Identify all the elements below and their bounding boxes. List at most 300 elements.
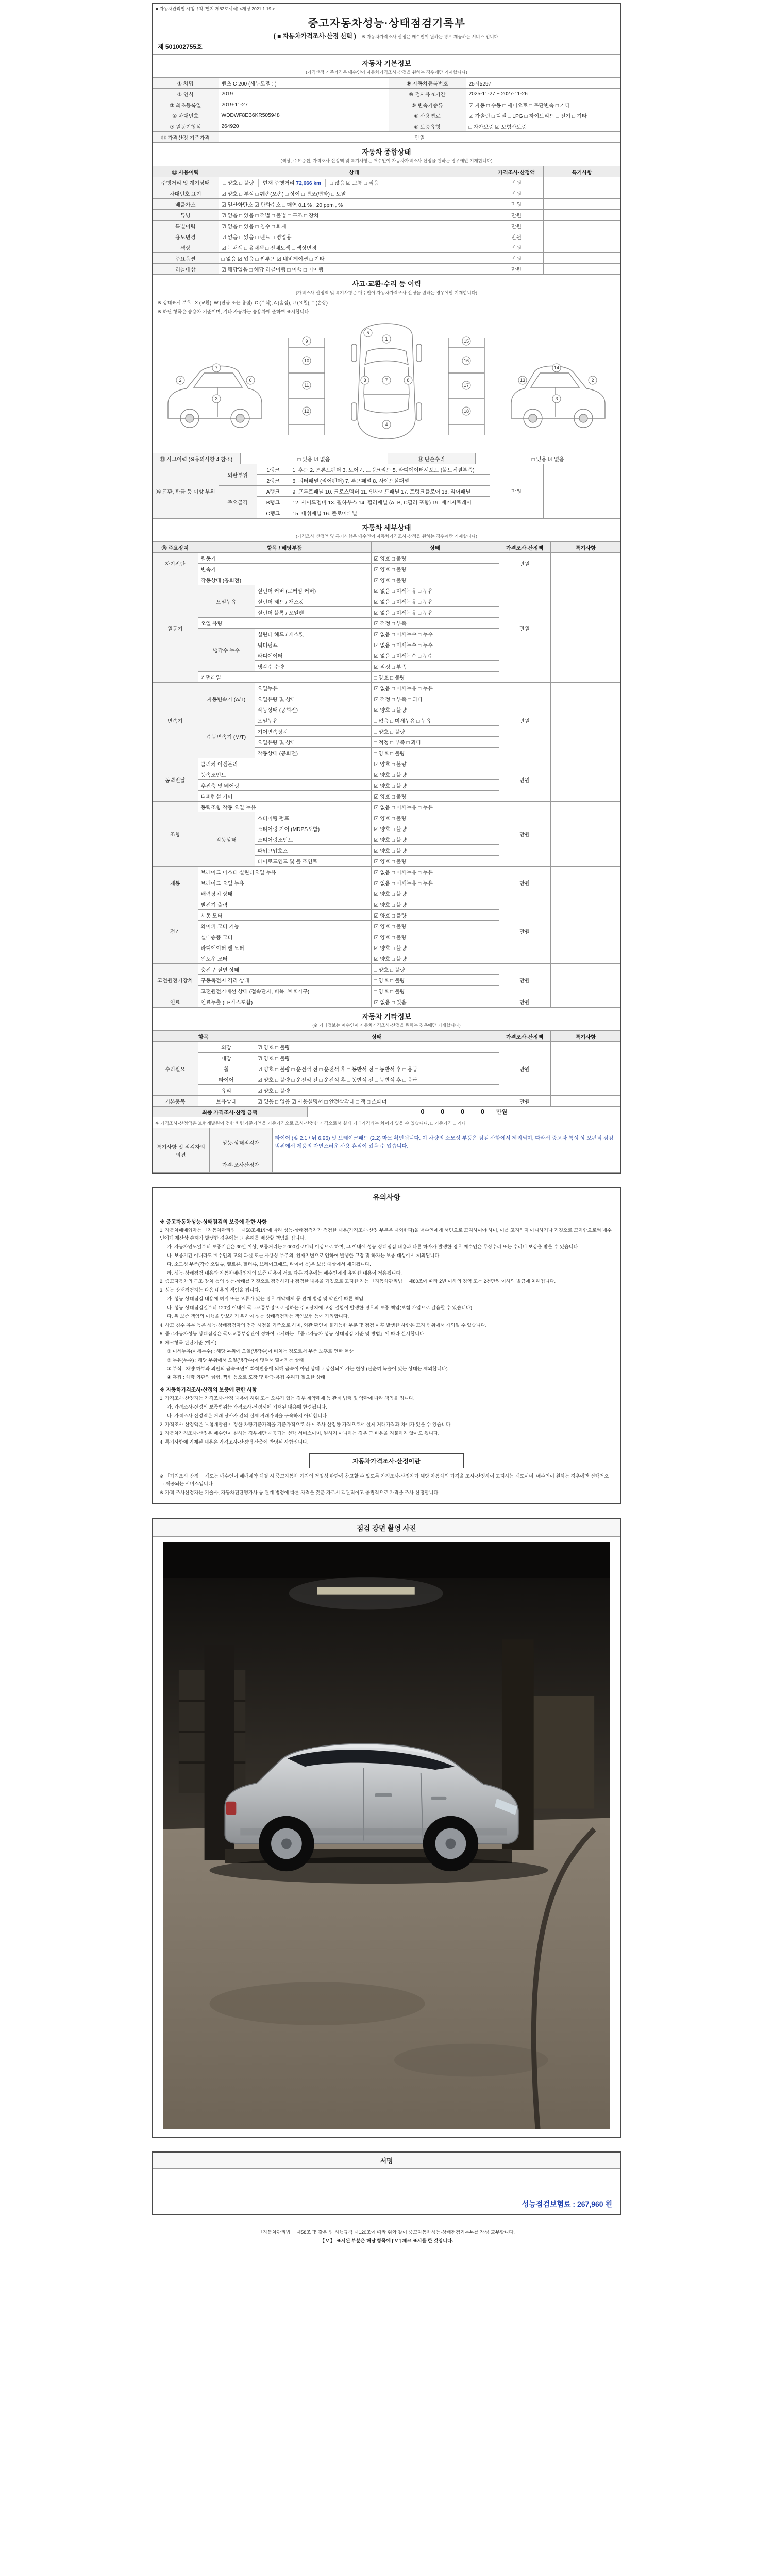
cell-state: ☑ 없음 □ 미세누유 □ 누유 — [371, 802, 499, 812]
cell-item: 충전구 절연 상태 — [198, 964, 371, 975]
cell-label: 주요골격 — [219, 486, 257, 518]
svg-text:17: 17 — [463, 383, 469, 388]
cell-price: 만원 — [490, 188, 543, 199]
cell-state: ☑ 양호 □ 불량 — [371, 834, 499, 845]
cell-item: 발전기 출력 — [198, 899, 371, 910]
device-label: 고전원전기장치 — [153, 964, 198, 996]
record-page — [152, 3, 621, 2558]
cell-item: 작동상태 (공회전) — [255, 704, 371, 715]
diagram-numbers-rear-frame — [462, 337, 470, 415]
mileage-state — [219, 179, 490, 187]
cell-rank-items: 12. 사이드멤버 13. 휠하우스 14. 필러패널 (A, B, C필러 포함) 19. 패키지트레이 — [290, 497, 490, 507]
svg-text:15: 15 — [463, 338, 469, 344]
cell-price: 만원 — [490, 210, 543, 221]
cell-note — [550, 553, 620, 574]
cell-price: 만원 — [499, 867, 550, 899]
cell-item: 오일유량 및 상태 — [255, 693, 371, 704]
cell-item: 오일누유 — [255, 715, 371, 726]
table-row — [153, 1096, 620, 1107]
accident-title: 사고·교환·수리 등 이력 — [153, 275, 620, 290]
taillight — [226, 1802, 236, 1815]
cell-state: ☑ 양호 □ 불량 — [371, 942, 499, 953]
cell-value: 2019 — [219, 89, 389, 99]
cell-item: 실린더 블록 / 오일팬 — [255, 607, 371, 618]
cell-item: 구동축전지 격리 상태 — [198, 975, 371, 986]
cell-checkboxes: ☑ 해당없음 □ 해당 리콜이행 □ 이행 □ 미이행 — [219, 264, 490, 275]
final-price-table — [153, 1106, 620, 1128]
svg-text:1: 1 — [385, 336, 388, 342]
cell-state: ☑ 양호 □ 불량 — [371, 704, 499, 715]
cell-rank-items: 15. 대쉬패널 16. 플로어패널 — [290, 507, 490, 518]
garage-ceiling — [163, 1543, 610, 1579]
insurance-fee-label: 성능점검보험료 : — [522, 2200, 576, 2209]
cell-item: 등속조인트 — [198, 769, 371, 780]
table-row — [153, 210, 620, 221]
diagram-numbers-left — [176, 364, 255, 403]
other-info-table — [153, 1030, 620, 1107]
appraiser-comment — [272, 1157, 620, 1173]
cell-checkboxes: ☑ 가솔린 □ 디젤 □ LPG □ 하이브리드 □ 전기 □ 기타 — [466, 110, 620, 121]
table-row — [153, 758, 620, 769]
cell-checkboxes: ☑ 없음 □ 있음 □ 렌트 □ 영업용 — [219, 231, 490, 242]
cell-state: ☑ 양호 □ 불량 — [371, 910, 499, 921]
table-row — [153, 110, 620, 121]
cell-item: 오일누유 — [255, 683, 371, 693]
cell-rank-items: 6. 쿼터패널 (리어펜더) 7. 루프패널 8. 사이드실패널 — [290, 475, 490, 486]
rear-hub — [281, 1839, 292, 1849]
cell-price: 만원 — [499, 802, 550, 867]
cell-item: 내장 — [198, 1053, 255, 1063]
cell-item: 커먼레일 — [198, 672, 371, 683]
cell-price: 만원 — [499, 553, 550, 574]
detail-title: 자동차 세부상태 — [153, 518, 620, 533]
cell-state: ☑ 없음 □ 미세누유 □ 누유 — [371, 607, 499, 618]
col-header-price: 가격조사·산정액 — [490, 166, 543, 177]
table-header-row — [153, 166, 620, 177]
diagram-numbers-front-frame — [303, 337, 311, 415]
cell-state: ☑ 양호 □ 불량 — [371, 564, 499, 574]
col-header-note: 특기사항 — [550, 542, 620, 553]
cell-label: 차대번호 표기 — [153, 188, 219, 199]
subgroup-label: 수동변속기 (M/T) — [198, 715, 255, 758]
svg-text:3: 3 — [363, 378, 366, 383]
svg-text:7: 7 — [215, 365, 218, 370]
table-row — [153, 574, 620, 585]
table-row — [153, 132, 620, 143]
cell-state: □ 없음 □ 미세누유 □ 누유 — [371, 715, 499, 726]
cell-price: 만원 — [499, 1042, 550, 1096]
cell-state: ☑ 적정 □ 부족 — [371, 618, 499, 629]
cell-state: ☑ 양호 □ 불량 — [371, 791, 499, 802]
mileage-current-label: 현재 주행거리 — [262, 180, 295, 187]
cell-price: 만원 — [499, 574, 550, 683]
cell-item: 냉각수 수량 — [255, 661, 371, 672]
cell-note — [550, 758, 620, 802]
table-row — [153, 453, 620, 464]
cell-price: 만원 — [490, 264, 543, 275]
table-row — [153, 1042, 620, 1053]
detail-note: (가격조사·산정액 및 특기사항은 매수인이 자동차가격조사·산정을 원하는 경우에만 기재합니다) — [296, 534, 477, 539]
notice-line: 나. 성능·상태점검일부터 120일 이내에 국토교통부령으로 정하는 주요장치에 고장·결함이 발생한 경우의 보증 책임(보험 가입으로 갈음할 수 있습니다) — [167, 1305, 473, 1311]
door-handle — [375, 1793, 392, 1797]
cell-state: ☑ 양호 □ 불량 — [371, 899, 499, 910]
col-header-item: 항목 — [153, 1031, 255, 1042]
col-header-device: ⑯ 주요장치 — [153, 542, 198, 553]
device-label: 전기 — [153, 899, 198, 964]
svg-text:2: 2 — [591, 378, 594, 383]
cell-state: □ 양호 □ 불량 — [371, 672, 499, 683]
cell-checkboxes: ☑ 없음 □ 있음 □ 침수 □ 화재 — [219, 221, 490, 231]
subgroup-label: 작동상태 — [198, 812, 255, 867]
light-glow — [289, 1577, 443, 1610]
device-label: 동력전달 — [153, 758, 198, 802]
cell-state: ☑ 양호 □ 불량 — [371, 780, 499, 791]
document-number: 제 501002755호 — [158, 43, 203, 50]
notices-title: 유의사항 — [153, 1188, 620, 1206]
table-row — [153, 683, 620, 693]
cell-label: ⑭ 단순수리 — [388, 453, 475, 464]
car-diagram-svg — [160, 317, 613, 447]
signature-title: 서명 — [153, 2153, 620, 2169]
notices-body — [153, 1209, 620, 1503]
cell-note — [543, 177, 620, 188]
cell-item: 워터펌프 — [255, 639, 371, 650]
notice-line: 5. 중고자동차성능·상태점검은 국토교통부장관이 정하여 고시하는 「중고자동차 성능·상태점검 기준 및 방법」에 따라 실시합니다. — [160, 1331, 426, 1336]
cell-note — [550, 1096, 620, 1107]
basic-info-title: 자동차 기본정보 — [153, 54, 620, 69]
notice-line: 3. 자동차가격조사·산정은 매수인이 원하는 경우에만 제공되는 선택 서비스이며, 원하지 아니하는 경우 그 비용을 지불하지 않아도 됩니다. — [160, 1430, 440, 1436]
accident-note: (가격조사·산정액 및 특기사항은 매수인이 자동차가격조사·산정을 원하는 경우에만 기재합니다) — [296, 290, 477, 295]
final-unit: 만원 — [496, 1109, 508, 1115]
final-price-note: ※ 가격조사·산정액은 보험개발원이 정한 차량기준가액을 기준가격으로 조사·산정한 가격으로서 실제 거래가격과는 차이가 있을 수 있습니다. □ 기준가격 □ 기타 — [153, 1117, 620, 1128]
svg-text:6: 6 — [249, 378, 252, 383]
cell-item: 배력장치 상태 — [198, 888, 371, 899]
cell-rank: B랭크 — [257, 497, 290, 507]
table-row — [153, 899, 620, 910]
cell-label: ④ 차대번호 — [153, 110, 219, 121]
cell-label: ③ 최초등록일 — [153, 99, 219, 110]
cell-state: □ 양호 □ 불량 — [371, 964, 499, 975]
overall-table — [153, 166, 620, 275]
notice-line: ② 누유(누수) : 해당 부위에서 오일(냉각수)이 맺혀서 떨어지는 상태 — [167, 1357, 304, 1363]
col-header-note: 특기사항 — [543, 166, 620, 177]
table-row — [153, 78, 620, 89]
cell-value: 2025-11-27 ~ 2027-11-26 — [466, 89, 620, 99]
cell-state: ☑ 양호 □ 불량 — [255, 1085, 499, 1096]
cell-state: ☑ 없음 □ 미세누유 □ 누유 — [371, 877, 499, 888]
mileage-good-bad: □ 양호 □ 불량 — [223, 180, 254, 187]
cell-item: 스티어링 펌프 — [255, 812, 371, 823]
subgroup-label: 냉각수 누수 — [198, 629, 255, 672]
cell-label: 특별이력 — [153, 221, 219, 231]
inspection-photo-image — [163, 1542, 610, 2129]
cell-note — [550, 996, 620, 1007]
inspector-comment: 타이어 (앞 2.1 / 뒤 6.96) 및 브레이크패드 (2.2) 마모 확인됩니다. 이 차량의 소모성 부품은 점검 사항에서 제외되며, 따라서 중고차 특성 상 보편적 점검 범위에서 제품의 자연스러운 사용 흔적이 있을 수 있습니다. — [272, 1128, 620, 1157]
cell-state: ☑ 있음 □ 없음 ☑ 사용설명서 □ 안전삼각대 □ 잭 □ 스패너 — [255, 1096, 499, 1107]
cell-value: WDDWF8EB6KR505948 — [219, 110, 389, 121]
cell-price: 만원 — [499, 996, 550, 1007]
mileage-row — [153, 177, 620, 188]
overall-note: (색상, 주요옵션, 가격조사·산정액 및 특기사항은 매수인이 자동차가격조사·산정을 원하는 경우에만 기재합니다) — [280, 158, 493, 163]
cell-item: 기어변속장치 — [255, 726, 371, 737]
subgroup-label: 오일누유 — [198, 585, 255, 618]
cell-checkboxes: □ 없음 ☑ 있음 □ 썬루프 ☑ 네비게이션 □ 기타 — [219, 253, 490, 264]
table-row — [153, 199, 620, 210]
cell-item: 휠 — [198, 1063, 255, 1074]
cell-label: 용도변경 — [153, 231, 219, 242]
cell-item: 작동상태 (공회전) — [198, 574, 371, 585]
cell-value: 2019-11-27 — [219, 99, 389, 110]
notice-line: ① 미세누유(미세누수) : 해당 부위에 오일(냉각수)이 비치는 정도로서 부품 노후로 인한 현상 — [167, 1348, 354, 1354]
cell-item: 오일 유량 — [198, 618, 371, 629]
device-label: 제동 — [153, 867, 198, 899]
table-header-row — [153, 542, 620, 553]
cell-state: □ 양호 □ 불량 — [371, 726, 499, 737]
overall-title: 자동차 종합상태 — [153, 143, 620, 158]
cell-state: ☑ 없음 □ 미세누수 □ 누수 — [371, 629, 499, 639]
cell-state: ☑ 없음 □ 있음 — [371, 996, 499, 1007]
accident-history-table — [153, 453, 620, 464]
cell-item: 브레이크 오일 누유 — [198, 877, 371, 888]
cell-item: 원동기 — [198, 553, 371, 564]
cell-value: 만원 — [219, 132, 620, 143]
signature-sheet — [152, 2151, 621, 2215]
photo-sheet — [152, 1518, 621, 2138]
cell-checkboxes: ☑ 무채색 □ 유채색 □ 전체도색 □ 색상변경 — [219, 242, 490, 253]
cell-label: 외판부위 — [219, 464, 257, 486]
svg-text:11: 11 — [304, 383, 309, 388]
notices-sheet — [152, 1187, 621, 1504]
cell-note — [550, 574, 620, 683]
cell-note — [543, 199, 620, 210]
cell-rank-items: 1. 후드 2. 프론트펜더 3. 도어 4. 트렁크리드 5. 라디에이터서포트 (볼트체결부품) — [290, 464, 490, 475]
inspector-role-label: 성능·상태점검자 — [209, 1128, 272, 1157]
cell-value: 벤츠 C 200 (세부모델 : ) — [219, 78, 389, 89]
mileage-current — [258, 179, 326, 187]
signature-body — [153, 2169, 620, 2214]
cell-item: 시동 모터 — [198, 910, 371, 921]
subgroup-label: 자동변속기 (A/T) — [198, 683, 255, 715]
cell-price: 만원 — [490, 464, 543, 518]
device-label: 조향 — [153, 802, 198, 867]
notice-line: 4. 사고·침수 유무 등은 성능·상태점검자의 점검 시점을 기준으로 하며, 외관 확인이 불가능한 부분 및 점검 이후 발생한 사항은 고지 범위에서 제외될 수 있습니다. — [160, 1322, 487, 1328]
cell-state: ☑ 양호 □ 불량 — [371, 823, 499, 834]
cell-note — [550, 964, 620, 996]
cell-note — [543, 231, 620, 242]
other-info-title: 자동차 기타정보 — [153, 1007, 620, 1022]
table-row — [153, 242, 620, 253]
cell-item: 실린더 헤드 / 개스킷 — [255, 629, 371, 639]
svg-text:14: 14 — [553, 365, 560, 370]
cell-item: 스티어링 기어 (MDPS포함) — [255, 823, 371, 834]
cell-state: ☑ 없음 □ 미세누수 □ 누수 — [371, 639, 499, 650]
car-shadow — [210, 1857, 548, 1884]
cell-item: 고전원전기배선 상태 (접속단자, 피복, 보호기구) — [198, 986, 371, 996]
cell-item: 파워고압호스 — [255, 845, 371, 856]
basic-info-table — [153, 77, 620, 143]
page-footer — [152, 2229, 621, 2245]
cell-item: 유리 — [198, 1085, 255, 1096]
table-row — [153, 1117, 620, 1128]
special-notes-table — [153, 1128, 620, 1173]
svg-text:5: 5 — [366, 330, 369, 335]
cell-state: ☑ 없음 □ 미세누유 □ 누유 — [371, 585, 499, 596]
cell-rank: 2랭크 — [257, 475, 290, 486]
cell-state: ☑ 양호 □ 불량 — [371, 931, 499, 942]
cell-rank: 1랭크 — [257, 464, 290, 475]
cell-label: 튜닝 — [153, 210, 219, 221]
cell-item: 디퍼렌셜 기어 — [198, 791, 371, 802]
notices-section1-heading: ※ 중고자동차성능·상태점검의 보증에 관한 사항 — [160, 1219, 267, 1225]
group-label: 기본품목 — [153, 1096, 198, 1107]
price-survey-definition-title: 자동차가격조사·산정이란 — [309, 1453, 464, 1468]
cell-item: 변속기 — [198, 564, 371, 574]
cell-price: 만원 — [490, 231, 543, 242]
svg-text:4: 4 — [385, 422, 388, 427]
table-row — [153, 964, 620, 975]
col-header-item: 항목 / 해당부품 — [198, 542, 371, 553]
col-header-state: 상태 — [371, 542, 499, 553]
cell-state: ☑ 양호 □ 불량 — [371, 953, 499, 964]
basic-info-note: (가격산정 기준가격은 매수인이 자동차가격조사·산정을 원하는 경우에만 기재합니다) — [306, 70, 467, 75]
table-row — [153, 1107, 620, 1117]
cell-price: 만원 — [499, 899, 550, 964]
cell-item: 실린더 커버 (로커암 커버) — [255, 585, 371, 596]
tool-cabinet — [533, 1696, 594, 1809]
cell-item: 작동상태 (공회전) — [255, 748, 371, 758]
table-row — [153, 867, 620, 877]
cell-state: ☑ 없음 □ 미세누유 □ 누유 — [371, 596, 499, 607]
cell-label: ⑥ 사용연료 — [389, 110, 466, 121]
floor-stain — [210, 1982, 425, 2026]
col-header-use: ⑫ 사용이력 — [153, 166, 219, 177]
col-header-price: 가격조사·산정액 — [499, 1031, 550, 1042]
cell-checkboxes: ☑ 자동 □ 수동 □ 세미오토 □ 무단변속 □ 기타 — [466, 99, 620, 110]
price-survey-definition-line: ※ 가격·조사산정자는 기술사, 자동차진단평가사 등 관계 법령에 따른 자격을 갖춘 자로서 객관적이고 중립적으로 가격을 조사·산정합니다. — [160, 1489, 440, 1495]
cell-label: ⑧ 보증유형 — [389, 121, 466, 132]
notice-line: 1. 자동차매매업자는 「자동차관리법」 제58조제1항에 따라 성능·상태점검자가 점검한 내용(가격조사·산정 부분은 제외한다)을 매수인에게 서면으로 고지하여야 하며, 이를 고지하지 아니하거나 거짓으로 고지함으로써 매수인에게 재산상 손해가 발생한 경우에는 그 손해를 배상할 책임을 집니다. — [160, 1228, 612, 1241]
notice-line: 4. 특기사항에 기재된 내용은 가격조사·산정액 산출에 반영된 사항입니다. — [160, 1439, 309, 1445]
cell-price: 만원 — [499, 964, 550, 996]
document-subtitle — [157, 31, 616, 40]
table-row — [153, 99, 620, 110]
cell-label: ② 연식 — [153, 89, 219, 99]
cell-note — [550, 867, 620, 899]
svg-text:3: 3 — [555, 396, 558, 401]
cell-rank-items: 9. 프론트패널 10. 크로스멤버 11. 인사이드패널 17. 트렁크플로어 18. 리어패널 — [290, 486, 490, 497]
cell-item: 실린더 헤드 / 개스킷 — [255, 596, 371, 607]
cell-state: ☑ 양호 □ 불량 — [371, 856, 499, 867]
cell-item: 외장 — [198, 1042, 255, 1053]
final-price-label: 최종 가격조사·산정 금액 — [153, 1107, 307, 1117]
mileage-value: 72,666 km — [296, 180, 322, 187]
svg-text:3: 3 — [215, 396, 218, 401]
cell-note — [543, 221, 620, 231]
cell-label: ⑨ 자동차등록번호 — [389, 78, 466, 89]
cell-note — [543, 464, 620, 518]
col-header-note: 특기사항 — [550, 1031, 620, 1042]
cell-note — [543, 210, 620, 221]
cell-price: 만원 — [490, 177, 543, 188]
cell-label: ① 차명 — [153, 78, 219, 89]
cell-price: 만원 — [490, 242, 543, 253]
cell-checkboxes: ☑ 양호 □ 부식 □ 훼손(오손) □ 상이 □ 변조(변타) □ 도말 — [219, 188, 490, 199]
cell-label: 리콜대상 — [153, 264, 219, 275]
table-row — [153, 464, 620, 475]
mileage-state-cell — [219, 177, 490, 188]
table-row — [153, 121, 620, 132]
title-block — [153, 12, 620, 41]
cell-item: 실내송풍 모터 — [198, 931, 371, 942]
cell-state: ☑ 양호 □ 불량 — [371, 888, 499, 899]
footer-law-line: 「자동차관리법」 제58조 및 같은 법 시행규칙 제120조에 따라 위와 같이 중고자동차성능·상태점검기록부를 작성·교부합니다. — [258, 2230, 515, 2235]
diagram-numbers-right — [518, 364, 597, 403]
svg-text:2: 2 — [179, 378, 182, 383]
notice-line: 가. 성능·상태점검 내용에 허위 또는 오류가 있는 경우 계약해제 등 관계 법령 및 약관에 따른 책임 — [167, 1296, 364, 1302]
cell-rank: C랭크 — [257, 507, 290, 518]
cell-item: 오일유량 및 상태 — [255, 737, 371, 748]
cell-state: ☑ 양호 □ 불량 — [255, 1042, 499, 1053]
cell-item: 라디에이터 팬 모터 — [198, 942, 371, 953]
notice-line: 다. 소모성 부품(각종 오일류, 벨트류, 필터류, 브레이크패드, 타이어 등)은 보증 대상에서 제외됩니다. — [167, 1261, 371, 1267]
cell-state: ☑ 양호 □ 불량 — [371, 812, 499, 823]
table-header-row — [153, 1031, 620, 1042]
price-survey-definition-line: ※ 「가격조사·산정」 제도는 매수인이 매매계약 체결 시 중고자동차 가격의 적절성 판단에 참고할 수 있도록 가격조사·산정자가 해당 자동차의 가격을 조사·산정하여 고지하는 제도이며, 매수인이 원하는 경우에만 선택적으로 제공되는 서비스입니다. — [160, 1473, 609, 1486]
cell-state: ☑ 양호 □ 불량 — [371, 845, 499, 856]
cell-item: 동력조향 작동 오일 누유 — [198, 802, 371, 812]
door-handle — [431, 1797, 447, 1800]
cell-label: ⑩ 검사유효기간 — [389, 89, 466, 99]
floor-stain — [394, 2044, 548, 2077]
cell-item: 보유상태 — [198, 1096, 255, 1107]
table-row — [153, 1157, 620, 1173]
cell-label: 배출가스 — [153, 199, 219, 210]
cell-checkboxes: ☑ 없음 □ 있음 □ 적법 □ 불법 □ 구조 □ 장치 — [219, 210, 490, 221]
law-reference-note: ■ 자동차관리법 시행규칙 [별지 제82호서식] <개정 2021.1.19.> — [156, 6, 275, 11]
notices-section2-heading: ※ 자동차가격조사·산정의 보증에 관한 사항 — [160, 1387, 257, 1394]
diagram-legend: ※ 하단 항목은 승용차 기준이며, 기타 자동차는 승용차에 준하여 표시합니다. — [158, 309, 310, 314]
cell-state: □ 양호 □ 불량 — [371, 748, 499, 758]
footer-check-line: 【 V 】 표시된 부분은 해당 항목에 [ V ] 체크 표시를 한 것입니다. — [320, 2238, 453, 2244]
mileage-range: □ 많음 ☑ 보통 □ 적음 — [330, 180, 379, 187]
notice-line: ③ 부식 : 차량 하부와 외판의 금속표면이 화학반응에 의해 금속이 아닌 상태로 상실되어 가는 현상 (단순히 녹슬어 있는 상태는 제외합니다) — [167, 1366, 448, 1371]
cell-note — [543, 264, 620, 275]
insurance-fee — [522, 2199, 612, 2209]
cell-item: 라디에이터 — [255, 650, 371, 661]
cell-note — [543, 242, 620, 253]
cell-price: 만원 — [499, 683, 550, 758]
svg-text:16: 16 — [463, 358, 469, 363]
notice-line: 나. 가격조사·산정액은 거래 당사자 간의 실제 거래가격을 구속하지 아니합니다. — [167, 1413, 328, 1419]
cell-checkboxes: □ 자가보증 ☑ 보험사보증 — [466, 121, 620, 132]
device-label: 연료 — [153, 996, 198, 1007]
cell-label: 주요옵션 — [153, 253, 219, 264]
group-label: 수리필요 — [153, 1042, 198, 1096]
col-header-state: 상태 — [219, 166, 490, 177]
photo-section-title: 점검 장면 촬영 사진 — [153, 1519, 620, 1537]
inspection-photo — [153, 1537, 620, 2137]
cell-note — [550, 1042, 620, 1096]
document-title: 중고자동차성능·상태점검기록부 — [308, 18, 465, 29]
svg-text:12: 12 — [304, 409, 310, 414]
notice-line: ④ 흠집 : 차량 외판의 긁힘, 찍힘 등으로 도장 및 판금·용접 수리가 필요한 상태 — [167, 1375, 325, 1380]
cell-checkboxes: □ 있음 ☑ 없음 — [475, 453, 620, 464]
vehicle-damage-diagram — [153, 315, 620, 453]
cell-label: ⑬ 사고이력 (※유의사항 4 참조) — [153, 453, 240, 464]
cell-label: ⑮ 교환, 판금 등 이상 부위 — [153, 464, 219, 518]
cell-value: 25저5297 — [466, 78, 620, 89]
cell-label: ⑦ 원동기형식 — [153, 121, 219, 132]
